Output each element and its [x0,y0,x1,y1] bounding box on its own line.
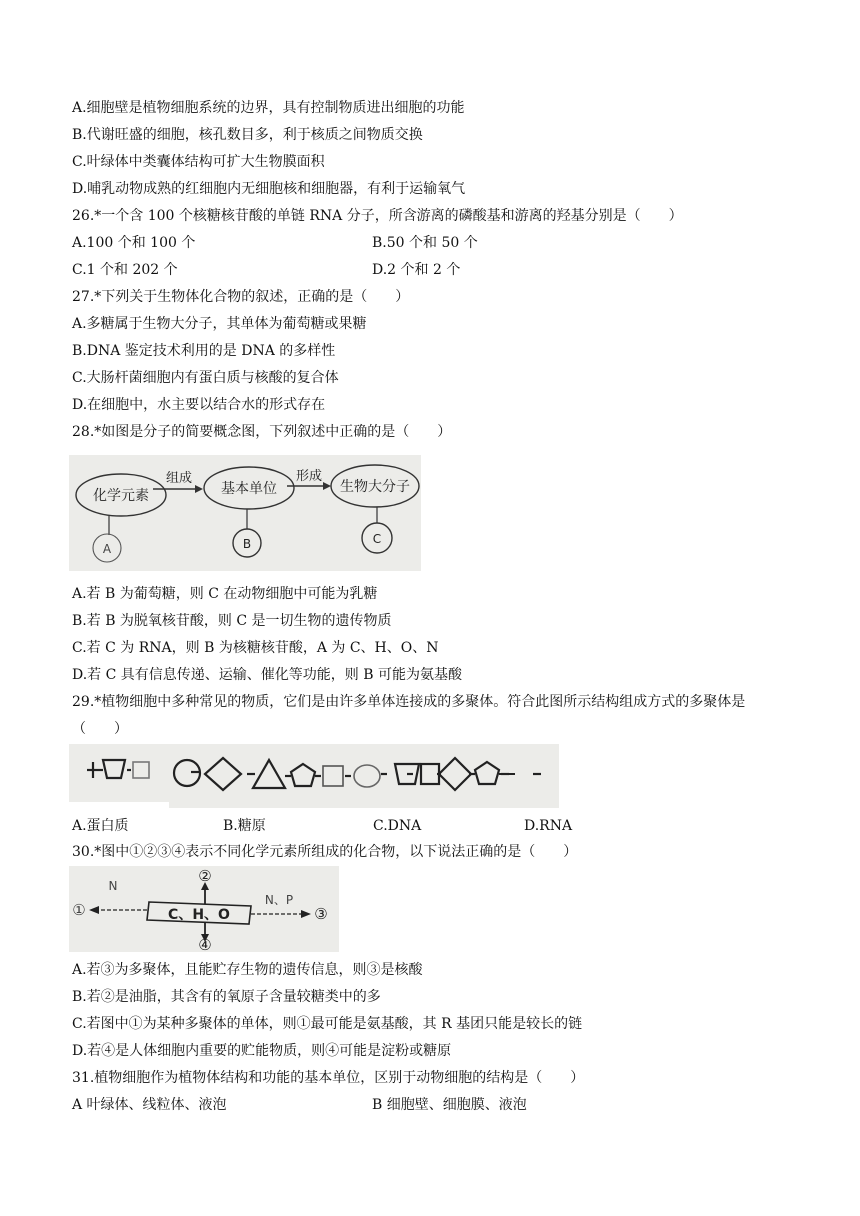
q28-concept-figure [69,455,421,571]
q31-stem: 31.植物细胞作为植物体结构和功能的基本单位，区别于动物细胞的结构是（ ） [72,1070,585,1086]
q28-option-a: A.若 B 为葡萄糖，则 C 在动物细胞中可能为乳糖 [72,586,378,602]
q30-option-b: B.若②是油脂，其含有的氧原子含量较糖类中的多 [72,989,381,1005]
square-unit-icon [421,764,439,784]
q25-option-c: C.叶绿体中类囊体结构可扩大生物膜面积 [72,154,325,170]
q28-option-d: D.若 C 具有信息传递、运输、催化等功能，则 B 可能为氨基酸 [72,667,462,683]
arrow-right-icon [301,910,311,918]
compound-3-label: ③ [314,905,328,923]
q26-stem: 26.*一个含 100 个核糖核苷酸的单链 RNA 分子，所含游离的磷酸基和游离的羟基分别是（ ） [72,208,683,224]
circle-b-label: B [242,537,252,551]
q27-option-c: C.大肠杆菌细胞内有蛋白质与核酸的复合体 [72,370,339,386]
q26-option-b: B.50 个和 50 个 [372,235,478,251]
q25-option-d: D.哺乳动物成熟的红细胞内无细胞核和细胞器，有利于运输氧气 [72,181,466,197]
pentagon-unit-icon [291,764,315,786]
q29-stem: 29.*植物细胞中多种常见的物质，它们是由许多单体连接成的多聚体。符合此图所示结构组成方式的多聚体是 [72,694,746,710]
node-unit-label: 基本单位 [221,481,277,497]
q29-option-a: A.蛋白质 [72,818,129,834]
q30-element-figure [69,866,339,952]
q27-option-d: D.在细胞中，水主要以结合水的形式存在 [72,397,326,413]
q28-option-c: C.若 C 为 RNA，则 B 为核糖核苷酸，A 为 C、H、O、N [72,640,439,656]
arrow-form-label: 形成 [295,469,323,484]
node-elements-label: 化学元素 [93,488,149,504]
q27-option-a: A.多糖属于生物大分子，其单体为葡萄糖或果糖 [72,316,367,332]
q29-option-c: C.DNA [373,818,422,834]
q27-option-b: B.DNA 鉴定技术利用的是 DNA 的多样性 [72,343,336,359]
compound-2-label: ② [198,867,212,885]
arrow-head-icon [195,485,203,493]
compound-4-label: ④ [198,936,212,952]
q31-option-a: A 叶绿体、线粒体、液泡 [72,1097,227,1113]
arrow-left-icon [89,906,99,914]
diamond-unit-icon [439,758,471,790]
circle-a-label: A [102,542,112,556]
square-unit-icon [133,762,149,778]
node-macromolecule-label: 生物大分子 [340,479,410,495]
q29-option-d: D.RNA [524,818,573,834]
q26-option-a: A.100 个和 100 个 [72,235,196,251]
square-unit-icon [323,766,343,786]
triangle-unit-icon [253,760,285,788]
q26-option-c: C.1 个和 202 个 [72,262,178,278]
q29-stem-paren: （ ） [72,721,128,737]
circle-c-label: C [372,532,382,546]
q30-option-c: C.若图中①为某种多聚体的单体，则①最可能是氨基酸，其 R 基团只能是较长的链 [72,1016,583,1032]
q30-option-d: D.若④是人体细胞内重要的贮能物质，则④可能是淀粉或糖原 [72,1043,452,1059]
q28-stem: 28.*如图是分子的简要概念图，下列叙述中正确的是（ ） [72,424,452,440]
q29-option-b: B.糖原 [223,818,266,834]
q29-polymer-figure [69,744,559,808]
arrow-compose-label: 组成 [165,471,193,486]
q25-option-b: B.代谢旺盛的细胞，核孔数目多，利于核质之间物质交换 [72,127,423,143]
pentagon-unit-icon [475,762,499,784]
q30-stem: 30.*图中①②③④表示不同化学元素所组成的化合物，以下说法正确的是（ ） [72,844,578,860]
right-arrow-label: N、P [264,893,294,907]
q31-option-b: B 细胞壁、细胞膜、液泡 [372,1097,527,1113]
trapezoid-unit-icon [103,760,125,778]
arrow-head-icon [323,482,331,490]
compound-1-label: ① [72,901,86,919]
element-box-label: C、H、O [168,907,230,923]
q27-stem: 27.*下列关于生物体化合物的叙述，正确的是（ ） [72,289,410,305]
oval-unit-icon [354,765,380,787]
q28-option-b: B.若 B 为脱氧核苷酸，则 C 是一切生物的遗传物质 [72,613,392,629]
left-arrow-label: N [108,879,118,893]
q26-option-d: D.2 个和 2 个 [372,262,461,278]
q30-option-a: A.若③为多聚体，且能贮存生物的遗传信息，则③是核酸 [72,962,423,978]
q25-option-a: A.细胞壁是植物细胞系统的边界，具有控制物质进出细胞的功能 [72,100,465,116]
diamond-unit-icon [205,758,241,790]
